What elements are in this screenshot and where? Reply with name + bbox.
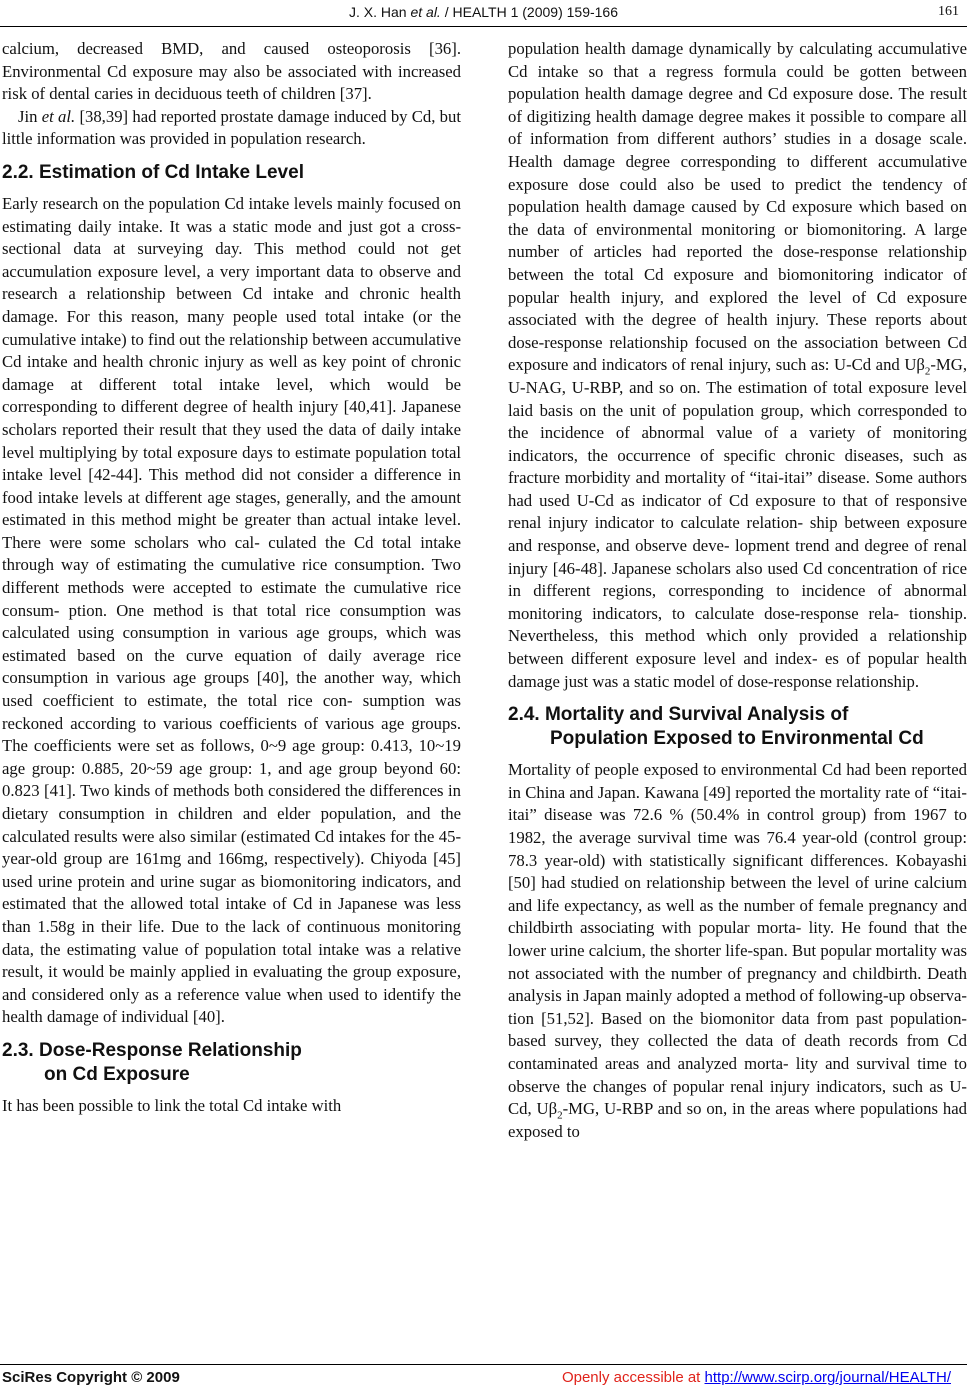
journal-link[interactable]: http://www.scirp.org/journal/HEALTH/ [704,1369,951,1386]
section-heading-2-3 [2,1039,461,1087]
paragraph-left-2-start: Jin [18,106,42,126]
paragraph-left-4: It has been possible to link the total Cd intake with [2,1095,342,1115]
copyright-notice: SciRes Copyright © 2009 [2,1369,180,1386]
running-title [0,4,967,20]
left-column [2,38,461,1118]
paragraph-left-2 [2,106,461,151]
section-heading-2-4-line1: 2.4. Mortality and Survival Analysis of [508,704,849,726]
section-heading-2-2: 2.2. Estimation of Cd Intake Level [2,161,304,183]
paragraph-left-2-end: [38,39] had reported prostate damage induced by Cd, but little information was provided in population research. [2,106,461,149]
paragraph-left-3: Early research on the population Cd intake levels mainly focused on estimating daily intake. It was a static mode and just got a cross-sectional data at surveying day. This method could not get accumulation exposure level, a very important data to observe and research a relationship between Cd intake and chronic health damage. For this reason, many people used total intake (or the cumulative intake) to find out the relationship between accumulative Cd intake and health chronic injury as well as key point of chronic damage at different total intake level, which would be corresponding to different degree of health injury [40,41]. Japanese scholars reported their result that they used the data of daily intake level multiplying by total exposure days to estimate population total intake level [42-44]. This method did not consider a difference in food intake levels at different age stages, generally, and the amount estimated in this method might be greater than actual intake level. There were some scholars who cal- culated the Cd total intake through way of estimating the cumulative rice consumption. Two different methods were accepted to estimate the cumulative rice consum- ption. One method is that total rice consumption was calculated using consumption in various age groups, which was estimated based on the curve equation of daily average rice consumption in various age groups [40], the another way, which used coefficient to estimate, the total rice con- sumption was reckoned according to various coefficients of various age groups. The coefficients were set as follows, 0~9 age group: 0.413, 10~19 age group: 0.885, 20~59 age group: 1, and age group beyond 60: 0.823 [41]. Two kinds of methods both considered the differences in dietary consumption in children and elder population, and the calculated results were also similar (estimated Cd intakes for the 45-year-old group are 161mg and 166mg, respectively). Chiyoda [45] used urine protein and urine sugar as biomonitoring indicators, and estimated that the allowed total intake of Cd in Japanese was less than 1.58g in their life. Due to the lack of continuous monitoring data, the estimating value of population total intake was a relative result, it would be mainly applied in evaluating the group exposure, and considered only as a reference value when used to identify the health damage of individual [40]. [2,193,461,1027]
running-title-authors: J. X. Han [349,4,411,20]
running-title-etal: et al. [410,4,441,20]
paragraph-right-1 [508,38,967,693]
running-header [0,4,967,26]
open-access-text: Openly accessible at [561,1369,705,1386]
paragraph-right-1-end: -MG, U-NAG, U-RBP, and so on. The estimation of total exposure level laid basis on the unit of population group, which corresponded to the incidence of abnormal value of a variety of monitoring indicators, the occurrence of specific chronic diseases, such as fracture morbidity and mortality of “itai-itai” disease. Some authors had used U-Cd as indicator of Cd exposure to that of responsive renal injury indicator to calculate relation- ship between exposure and response, and observe deve- lopment trend and degree of renal injury [46-48]. Japanese scholars also used Cd concentration of rice in different regions, corresponding to incidence of abnormal monitoring indicators, to calculate dose-response rela- tionship. Nevertheless, this method which only provided a relationship between different exposure level and index- es of popular health damage just was a static model of dose-response relationship. [508,355,967,691]
paragraph-right-2-end: -MG, U-RBP and so on, in the areas where populations had exposed to [508,1099,967,1141]
paragraph-left-2-etal: et al. [41,106,76,126]
section-heading-2-3-line1: 2.3. Dose-Response Relationship [2,1039,302,1061]
subscript-2: 2 [924,365,931,378]
page-number: 161 [938,4,959,19]
open-access-notice [562,1369,951,1386]
subscript-2: 2 [557,1109,563,1122]
header-rule [0,26,967,27]
running-title-journal: / HEALTH 1 (2009) 159-166 [440,4,618,20]
section-heading-2-3-line2: on Cd Exposure [44,1063,190,1085]
right-column [508,38,967,1143]
paragraph-right-2 [508,759,967,1143]
paragraph-right-2-start: Mortality of people exposed to environmental Cd had been reported in China and Japan. Kawana [49] reported the mortality rate of “itai-itai” disease was 72.6 % (50.4% in control group) from 1967 to 1982, the average survival time was 76.4 year-old (control group: 78.3 year-old) with statistically significant differences. Kobayashi [50] had studied on relationship between the level of urine calcium and life expectancy, as well as the number of female pregnancy and childbirth associating with popular morta- lity. He found that the lower urine calcium, the shorter life-span. But popular mortality was not associated with the number of pregnancy and childbirth. Death analysis in Japan mainly adopted a method of following-up observa- tion [51,52]. Based on the biomonitor data from past population-based survey, they collected the data of death records from Cd contaminated areas and analyzed morta- lity and survival time to observe the changes of popular renal injury indicators, such as U-Cd, Uβ [508,760,967,1119]
section-heading-2-4 [508,703,967,751]
paragraph-right-1-start: population health damage dynamically by calculating accumulative Cd intake so that a regress formula could be gotten between population health damage degree and Cd exposure dose. The result of digitizing health damage degree makes it possible to compare all of information from different authors’ studies in a dosage scale. Health damage degree corresponding to different accumulative exposure dose could also be used to predict the tendency of population health damage caused by Cd exposure which based on the data of environmental monitoring or biomonitoring. A large number of articles had reported the dose-response relationship between the total Cd exposure and biomonitoring indicator of popular health injury, and explored the level of Cd exposure associated with the degree of health injury. These reports about dose-response relationship focused on the association between Cd exposure and indicators of renal injury, such as: U-Cd and Uβ [508,39,967,375]
section-heading-2-4-line2: Population Exposed to Environmental Cd [550,728,924,750]
paragraph-left-1: calcium, decreased BMD, and caused osteoporosis [36]. Environmental Cd exposure may also be associated with increased risk of dental caries in deciduous teeth of children [37]. [2,39,461,104]
footer-rule [0,1364,967,1365]
